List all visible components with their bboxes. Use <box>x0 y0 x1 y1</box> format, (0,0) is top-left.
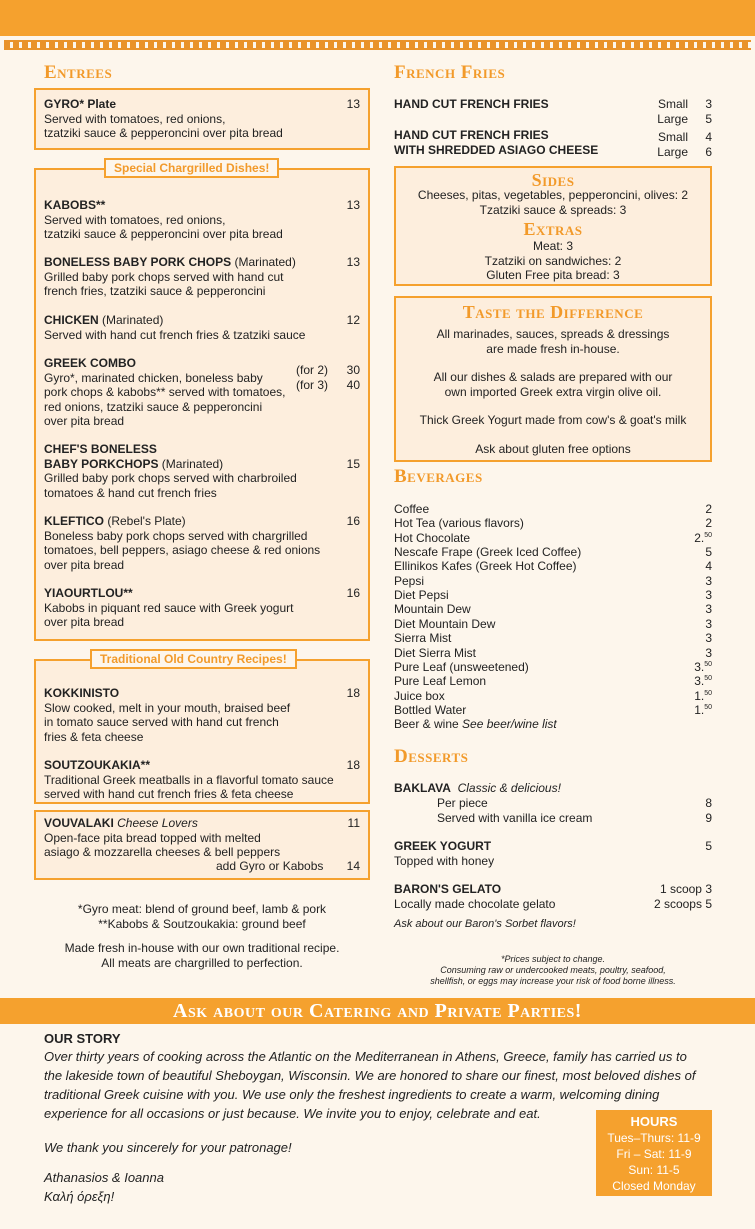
beverage-name: Juice box <box>394 688 445 703</box>
kleftico-price: 16 <box>346 514 360 528</box>
kokkinisto-price: 18 <box>346 686 360 700</box>
beverage-price-value: 5 <box>705 545 712 560</box>
beverage-row <box>394 674 712 688</box>
beverage-row <box>394 531 712 545</box>
disclaimer: *Prices subject to change. Consuming raw or undercooked meats, poultry, seafood, shellfish, or eggs may increase your risk of food borne illness. <box>430 954 676 986</box>
gyro-item: GYRO* Plate Served with tomatoes, red onions, tzatziki sauce & pepperoncini over pita bread <box>44 97 283 140</box>
hours-line: Fri – Sat: 11-9 <box>616 1147 692 1161</box>
beverage-row <box>394 689 712 703</box>
top-banner <box>0 0 755 36</box>
beverage-price-cents: 50 <box>704 675 712 683</box>
beverage-price <box>705 559 712 573</box>
sides-list: Cheeses, pitas, vegetables, pepperoncini, olives: 2 Tzatziki sauce & spreads: 3 <box>417 188 689 217</box>
kabobs-item: KABOBS** Served with tomatoes, red onions, tzatziki sauce & pepperoncini over pita bread <box>44 198 283 241</box>
beverage-row <box>394 559 712 573</box>
extras-heading: Extras <box>523 219 583 239</box>
yogurt-item: GREEK YOGURT Topped with honey <box>394 839 495 868</box>
beverage-name: Ellinikos Kafes (Greek Hot Coffee) <box>394 559 577 574</box>
beverage-price <box>705 588 712 602</box>
fries-item-2-prices: 4 6 <box>705 130 712 159</box>
sides-heading: Sides <box>531 170 575 190</box>
chicken-item: CHICKEN (Marinated) Served with hand cut french fries & tzatziki sauce <box>44 313 306 342</box>
beverage-price-value: 3 <box>705 588 712 603</box>
beverage-price <box>705 631 712 645</box>
desserts-heading: Desserts <box>394 746 469 767</box>
hours-box <box>596 1110 712 1196</box>
beverage-price-value: 3 <box>705 631 712 646</box>
beverage-price-value: 2 <box>705 502 712 516</box>
beverage-price <box>694 703 712 717</box>
taste-heading: Taste the Difference <box>462 302 644 322</box>
beverage-name: Diet Pepsi <box>394 588 449 603</box>
hours-title: HOURS <box>630 1114 678 1129</box>
beverage-row <box>394 646 712 660</box>
vouvalaki-add-price: 14 <box>346 859 360 873</box>
beverage-price <box>705 502 712 516</box>
yiaourtlou-item: YIAOURTLOU** Kabobs in piquant red sauce with Greek yogurt over pita bread <box>44 586 294 629</box>
fries-item-2: HAND CUT FRENCH FRIES WITH SHREDDED ASIAGO CHEESE <box>394 128 599 157</box>
pork-item: BONELESS BABY PORK CHOPS (Marinated) Grilled baby pork chops served with hand cut french fries, tzatziki sauce & pepperoncini <box>44 255 296 298</box>
beverage-name: Pure Leaf (unsweetened) <box>394 659 529 674</box>
beverage-price-value: 2. <box>694 530 705 545</box>
beverage-name: Diet Mountain Dew <box>394 616 496 631</box>
beverage-price-cents: 50 <box>704 689 712 697</box>
beverage-price <box>705 516 712 530</box>
beverage-price-cents: 50 <box>704 660 712 668</box>
entrees-footnotes: *Gyro meat: blend of ground beef, lamb & pork **Kabobs & Soutzoukakia: ground beef Made fresh in-house with our own traditional recipe. All meats are chargrilled to perfection. <box>64 902 340 970</box>
beverage-price-value: 1. <box>694 702 705 717</box>
beverage-price <box>705 646 712 660</box>
beverage-price-value: 3 <box>705 645 712 660</box>
chicken-price: 12 <box>346 313 360 327</box>
beverage-row <box>394 574 712 588</box>
baklava-item: BAKLAVA Classic & delicious! <box>394 781 561 795</box>
pork-price: 13 <box>346 255 360 269</box>
beverage-price-value: 1. <box>694 688 705 703</box>
beverage-row <box>394 588 712 602</box>
kokkinisto-item: KOKKINISTO Slow cooked, melt in your mouth, braised beef in tomato sauce served with hand cut french fries & feta cheese <box>44 686 291 744</box>
beverage-price <box>705 574 712 588</box>
taste-text: All marinades, sauces, spreads & dressings are made fresh in-house. All our dishes & salads are prepared with our own imported Greek extra virgin olive oil. Thick Greek Yogurt made from cow's & goat's milk Ask about gluten free options <box>419 327 687 456</box>
vouvalaki-item: VOUVALAKI Cheese Lovers Open-face pita bread topped with melted asiago & mozzarella cheeses & bell peppers <box>44 816 281 859</box>
beverage-price-value: 3 <box>705 602 712 617</box>
kabobs-price: 13 <box>346 198 360 212</box>
combo-prices: 30 40 <box>346 363 360 392</box>
combo-sizes: (for 2) (for 3) <box>296 363 329 392</box>
beverage-row <box>394 602 712 616</box>
baklava-options: Per piece Served with vanilla ice cream <box>437 796 593 825</box>
beverage-price <box>705 602 712 616</box>
chef-item: CHEF'S BONELESS BABY PORKCHOPS (Marinated) Grilled baby pork chops served with charbroiled tomatoes & hand cut french fries <box>44 442 297 500</box>
sorbet-note: Ask about our Baron's Sorbet flavors! <box>394 918 576 930</box>
kleftico-item: KLEFTICO (Rebel's Plate) Boneless baby pork chops served with chargrilled tomatoes, bell peppers, asiago cheese & red onions over pita bread <box>44 514 321 572</box>
fries-heading: French Fries <box>394 62 506 83</box>
beverage-row <box>394 545 712 559</box>
beverage-name: Bottled Water <box>394 702 467 717</box>
extras-list: Meat: 3 Tzatziki on sandwiches: 2 Gluten Free pita bread: 3 <box>484 239 622 282</box>
beverage-price-value: 3. <box>694 659 705 674</box>
chef-price: 15 <box>346 457 360 471</box>
fries-item-1-sizes: Small Large <box>657 97 688 126</box>
beverage-price-cents: 50 <box>704 531 712 539</box>
hours-line: Tues–Thurs: 11-9 <box>607 1131 701 1145</box>
beverage-price-value: 2 <box>705 516 712 531</box>
beverage-name: Nescafe Frape (Greek Iced Coffee) <box>394 545 582 560</box>
beverage-row <box>394 502 712 516</box>
fries-item-1: HAND CUT FRENCH FRIES <box>394 97 549 111</box>
story-signature: Athanasios & Ioanna Καλή όρεξη! <box>44 1170 164 1204</box>
beverage-price-value: 3 <box>705 573 712 588</box>
beverage-price <box>705 545 712 559</box>
beverage-row <box>394 516 712 530</box>
gyro-price: 13 <box>346 97 360 111</box>
beverage-price <box>694 531 712 545</box>
catering-banner: Ask about our Catering and Private Parties! <box>0 998 755 1024</box>
beverage-price-cents: 50 <box>704 703 712 711</box>
beverage-name: Pure Leaf Lemon <box>394 674 487 689</box>
beverage-name: Hot Chocolate <box>394 530 471 545</box>
beverage-name: Coffee <box>394 502 430 516</box>
story-heading: OUR STORY <box>44 1031 121 1046</box>
vouvalaki-add: add Gyro or Kabobs <box>216 859 324 873</box>
soutzoukakia-item: SOUTZOUKAKIA** Traditional Greek meatballs in a flavorful tomato sauce served with hand cut french fries & feta cheese <box>44 758 334 801</box>
beverage-price <box>694 689 712 703</box>
beer-wine-line: Beer & wine See beer/wine list <box>394 717 557 731</box>
soutzoukakia-price: 18 <box>346 758 360 772</box>
entrees-heading: Entrees <box>44 62 113 83</box>
story-thanks: We thank you sincerely for your patronage! <box>44 1140 292 1155</box>
beverage-price-value: 3 <box>705 616 712 631</box>
beverage-row <box>394 703 712 717</box>
gelato-prices: 1 scoop 3 2 scoops 5 <box>653 882 712 911</box>
beverage-name: Sierra Mist <box>394 631 452 646</box>
yiaourtlou-price: 16 <box>346 586 360 600</box>
beverage-price <box>694 660 712 674</box>
greek-key-border <box>4 40 751 50</box>
gelato-item: BARON'S GELATO Locally made chocolate gelato <box>394 882 556 911</box>
beverage-price <box>705 617 712 631</box>
beverage-row <box>394 631 712 645</box>
hours-line: Closed Monday <box>612 1179 696 1193</box>
yogurt-price: 5 <box>705 839 712 853</box>
beverage-row <box>394 617 712 631</box>
beverage-price-value: 4 <box>705 559 712 574</box>
story-text: Over thirty years of cooking across the Atlantic on the Mediterranean in Athens, Greece, family has carried us to the lakeside town of beautiful Sheboygan, Wisconsin. We are honored to share our finest, most beloved dishes of traditional Greek cuisine with you. We use only the freshest ingredients to create a warm, welcoming dining experience for all occasions or just because. We invite you to enjoy, celebrate and eat. <box>44 1049 696 1121</box>
beverage-price <box>694 674 712 688</box>
beverage-name: Pepsi <box>394 573 425 588</box>
fries-item-2-sizes: Small Large <box>657 130 688 159</box>
beverages-heading: Beverages <box>394 466 483 487</box>
hours-line: Sun: 11-5 <box>628 1163 680 1177</box>
special-tag: Special Chargrilled Dishes! <box>104 158 279 178</box>
beverage-name: Hot Tea (various flavors) <box>394 516 524 531</box>
vouvalaki-price: 11 <box>347 816 360 830</box>
beverage-name: Mountain Dew <box>394 602 471 617</box>
traditional-tag: Traditional Old Country Recipes! <box>90 649 297 669</box>
fries-item-1-prices: 3 5 <box>705 97 712 126</box>
baklava-prices: 8 9 <box>705 796 712 825</box>
beverage-row <box>394 660 712 674</box>
beverage-price-value: 3. <box>694 674 705 689</box>
beverage-name: Diet Sierra Mist <box>394 645 477 660</box>
combo-item: GREEK COMBO Gyro*, marinated chicken, boneless baby pork chops & kabobs** served with tomatoes, red onions, tzatziki sauce & pepperoncini over pita bread <box>44 356 286 428</box>
